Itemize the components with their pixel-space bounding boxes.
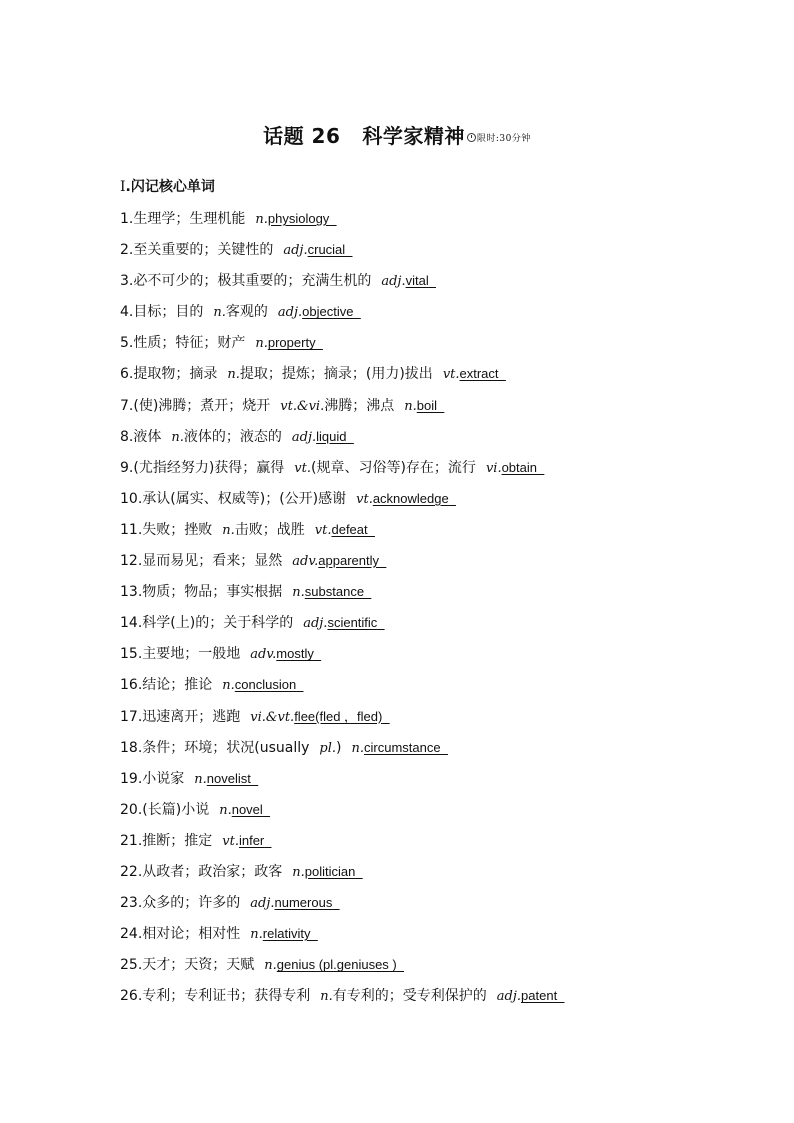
vocab-item <box>120 830 720 861</box>
item-number: 3. <box>120 273 134 290</box>
item-answer: numerous <box>274 895 333 911</box>
item-part-of-speech-2: vt. <box>314 522 332 538</box>
item-answer: extract <box>459 366 499 382</box>
item-definition: (使)沸腾；煮开；烧开 <box>133 397 271 414</box>
item-answer: novelist <box>206 770 251 786</box>
item-part-of-speech-2: n. <box>351 740 365 756</box>
item-part-of-speech: n. <box>292 585 305 601</box>
item-definition: 必不可少的；极其重要的；充满生机的 <box>133 273 372 290</box>
item-number: 24. <box>120 926 143 943</box>
item-answer: scientific <box>327 615 378 631</box>
item-answer: flee(fled ，fled) <box>294 708 383 724</box>
item-definition: 显而易见；看来；显然 <box>142 553 283 570</box>
item-definition: 小说家 <box>142 770 185 787</box>
item-number: 15. <box>120 646 143 663</box>
item-definition: 推断；推定 <box>142 832 213 849</box>
item-part-of-speech-2: n. <box>404 398 417 414</box>
item-answer: property <box>267 335 316 351</box>
vocab-item <box>120 612 720 643</box>
item-answer: obtain <box>501 459 537 475</box>
item-number: 25. <box>120 957 143 974</box>
item-answer: physiology <box>267 211 330 226</box>
item-definition: 科学(上)的；关于科学的 <box>142 615 294 632</box>
item-answer: circumstance <box>364 739 441 755</box>
item-part-of-speech: vt.&vi. <box>280 398 325 414</box>
item-number: 12. <box>120 553 143 570</box>
item-definition: (长篇)小说 <box>142 801 210 818</box>
item-number: 23. <box>120 895 143 912</box>
item-part-of-speech: n. <box>171 429 184 445</box>
item-answer: genius (pl.geniuses ) <box>276 957 397 973</box>
item-definition: 天才；天资；天赋 <box>142 957 255 974</box>
item-part-of-speech: n. <box>213 305 226 321</box>
item-answer: infer <box>238 832 265 848</box>
item-part-of-speech: n. <box>264 958 277 974</box>
clock-icon <box>467 133 476 142</box>
vocab-item <box>120 985 720 1016</box>
item-part-of-speech: n. <box>255 212 268 227</box>
item-number: 4. <box>120 304 134 321</box>
section-heading <box>120 176 215 196</box>
item-definition-2: 提取；提炼；摘录；(用力)拔出 <box>239 366 433 383</box>
section-roman: Ⅰ <box>120 179 126 195</box>
vocab-item <box>120 426 720 457</box>
item-answer: politician <box>304 863 356 879</box>
item-definition: 从政者；政治家；政客 <box>142 863 283 880</box>
item-part-of-speech-2: vi. <box>485 460 502 476</box>
item-answer: acknowledge <box>372 490 449 506</box>
item-number: 26. <box>120 988 143 1005</box>
vocab-item <box>120 892 720 923</box>
item-number: 20. <box>120 801 143 818</box>
item-answer: objective <box>302 304 354 320</box>
topic-number: 话题 26 <box>263 124 341 148</box>
vocab-item <box>120 954 720 985</box>
vocab-item <box>120 208 720 239</box>
item-number: 13. <box>120 584 143 601</box>
vocab-item <box>120 799 720 830</box>
item-definition: 失败；挫败 <box>142 521 213 538</box>
vocab-item <box>120 706 720 737</box>
item-definition: 目标；目的 <box>133 304 204 321</box>
vocabulary-list <box>120 208 720 1016</box>
item-number: 17. <box>120 708 143 725</box>
item-definition: 主要地；一般地 <box>142 646 241 663</box>
item-definition: 液体 <box>133 428 162 445</box>
vocab-item <box>120 457 720 488</box>
item-answer: liquid <box>316 428 347 444</box>
item-definition-2: 有专利的；受专利保护的 <box>332 988 487 1005</box>
item-answer: patent <box>521 988 558 1004</box>
item-part-of-speech: n. <box>194 771 207 787</box>
item-part-of-speech-2: adj. <box>277 305 303 321</box>
item-part-of-speech-2: adj. <box>291 429 317 445</box>
item-number: 9. <box>120 459 134 476</box>
item-part-of-speech: n. <box>227 367 240 383</box>
item-definition: (尤指经努力)获得；赢得 <box>133 459 285 476</box>
vocab-item <box>120 581 720 612</box>
item-definition: 承认(属实、权威等)；(公开)感谢 <box>142 490 347 507</box>
item-definition-2: 客观的 <box>225 304 268 321</box>
item-number: 10. <box>120 490 143 507</box>
item-number: 1. <box>120 211 134 227</box>
item-answer: novel <box>231 801 263 817</box>
item-definition: 提取物；摘录 <box>133 366 218 383</box>
item-definition-2: 击败；战胜 <box>234 521 305 538</box>
item-part-of-speech: vt. <box>356 491 373 507</box>
vocab-item <box>120 301 720 332</box>
item-definition-2: 液体的；液态的 <box>183 428 282 445</box>
item-definition: 至关重要的；关键性的 <box>133 242 274 259</box>
item-definition: 性质；特征；财产 <box>133 335 246 352</box>
vocab-item <box>120 488 720 519</box>
item-answer: relativity <box>262 926 311 942</box>
item-number: 18. <box>120 739 143 756</box>
item-part-of-speech: vt. <box>222 833 239 849</box>
item-definition-2: 沸腾；沸点 <box>324 397 395 414</box>
vocab-item <box>120 643 720 674</box>
item-part-of-speech: adv. <box>292 554 319 570</box>
item-part-of-speech: vt. <box>294 460 311 476</box>
item-definition-2: ) <box>336 739 342 756</box>
item-number: 2. <box>120 242 134 259</box>
vocab-item <box>120 363 720 394</box>
item-part-of-speech: n. <box>222 678 235 694</box>
vocab-item <box>120 737 720 768</box>
item-number: 6. <box>120 366 134 383</box>
item-definition: 物质；物品；事实根据 <box>142 584 283 601</box>
item-number: 11. <box>120 521 143 538</box>
vocab-item <box>120 239 720 270</box>
item-part-of-speech: n. <box>292 864 305 880</box>
item-number: 16. <box>120 677 143 694</box>
item-part-of-speech-2: vt. <box>442 367 460 383</box>
item-number: 8. <box>120 428 134 445</box>
item-answer: mostly <box>276 646 314 662</box>
page-title <box>0 120 794 149</box>
item-definition: 迅速离开；逃跑 <box>142 708 241 725</box>
vocab-item <box>120 270 720 301</box>
vocab-item <box>120 923 720 954</box>
item-part-of-speech: adj. <box>303 616 328 632</box>
item-number: 5. <box>120 335 134 352</box>
time-limit-text: 限时:30分钟 <box>476 134 531 144</box>
item-answer: crucial <box>307 242 346 258</box>
vocab-item <box>120 550 720 581</box>
vocab-item <box>120 519 720 550</box>
vocab-item <box>120 332 720 363</box>
item-definition: 生理学；生理机能 <box>133 211 246 227</box>
vocab-item <box>120 395 720 426</box>
item-part-of-speech: pl. <box>319 740 337 756</box>
item-number: 19. <box>120 770 143 787</box>
item-part-of-speech: adj. <box>381 274 406 290</box>
item-answer: apparently <box>318 553 379 569</box>
item-definition: 专利；专利证书；获得专利 <box>142 988 311 1005</box>
item-part-of-speech: n. <box>250 927 263 943</box>
item-part-of-speech: adv. <box>250 647 277 663</box>
item-answer: conclusion <box>234 677 297 693</box>
item-answer: substance <box>304 584 365 600</box>
item-answer: defeat <box>331 521 368 537</box>
item-answer: boil <box>416 397 437 413</box>
item-definition: 相对论；相对性 <box>142 926 241 943</box>
item-part-of-speech-2: adj. <box>496 989 522 1005</box>
vocab-item <box>120 861 720 892</box>
item-definition-2: (规章、习俗等)存在；流行 <box>311 459 476 476</box>
item-definition: 条件；环境；状况(usually <box>142 739 310 756</box>
item-number: 14. <box>120 615 143 632</box>
item-number: 7. <box>120 397 134 414</box>
item-part-of-speech: n. <box>320 989 333 1005</box>
vocab-item <box>120 768 720 799</box>
section-label: .闪记核心单词 <box>125 179 215 195</box>
item-number: 22. <box>120 863 143 880</box>
topic-title: 科学家精神 <box>362 124 465 148</box>
item-definition: 众多的；许多的 <box>142 895 241 912</box>
item-part-of-speech: adj. <box>283 243 308 259</box>
time-limit <box>467 134 531 144</box>
vocab-item <box>120 674 720 705</box>
item-part-of-speech: vi.&vt. <box>250 709 295 725</box>
item-part-of-speech: n. <box>255 336 268 352</box>
item-definition: 结论；推论 <box>142 677 213 694</box>
item-answer: vital <box>405 273 429 289</box>
item-number: 21. <box>120 832 143 849</box>
item-part-of-speech: n. <box>219 802 232 818</box>
item-part-of-speech: adj. <box>250 896 275 912</box>
item-part-of-speech: n. <box>222 522 235 538</box>
